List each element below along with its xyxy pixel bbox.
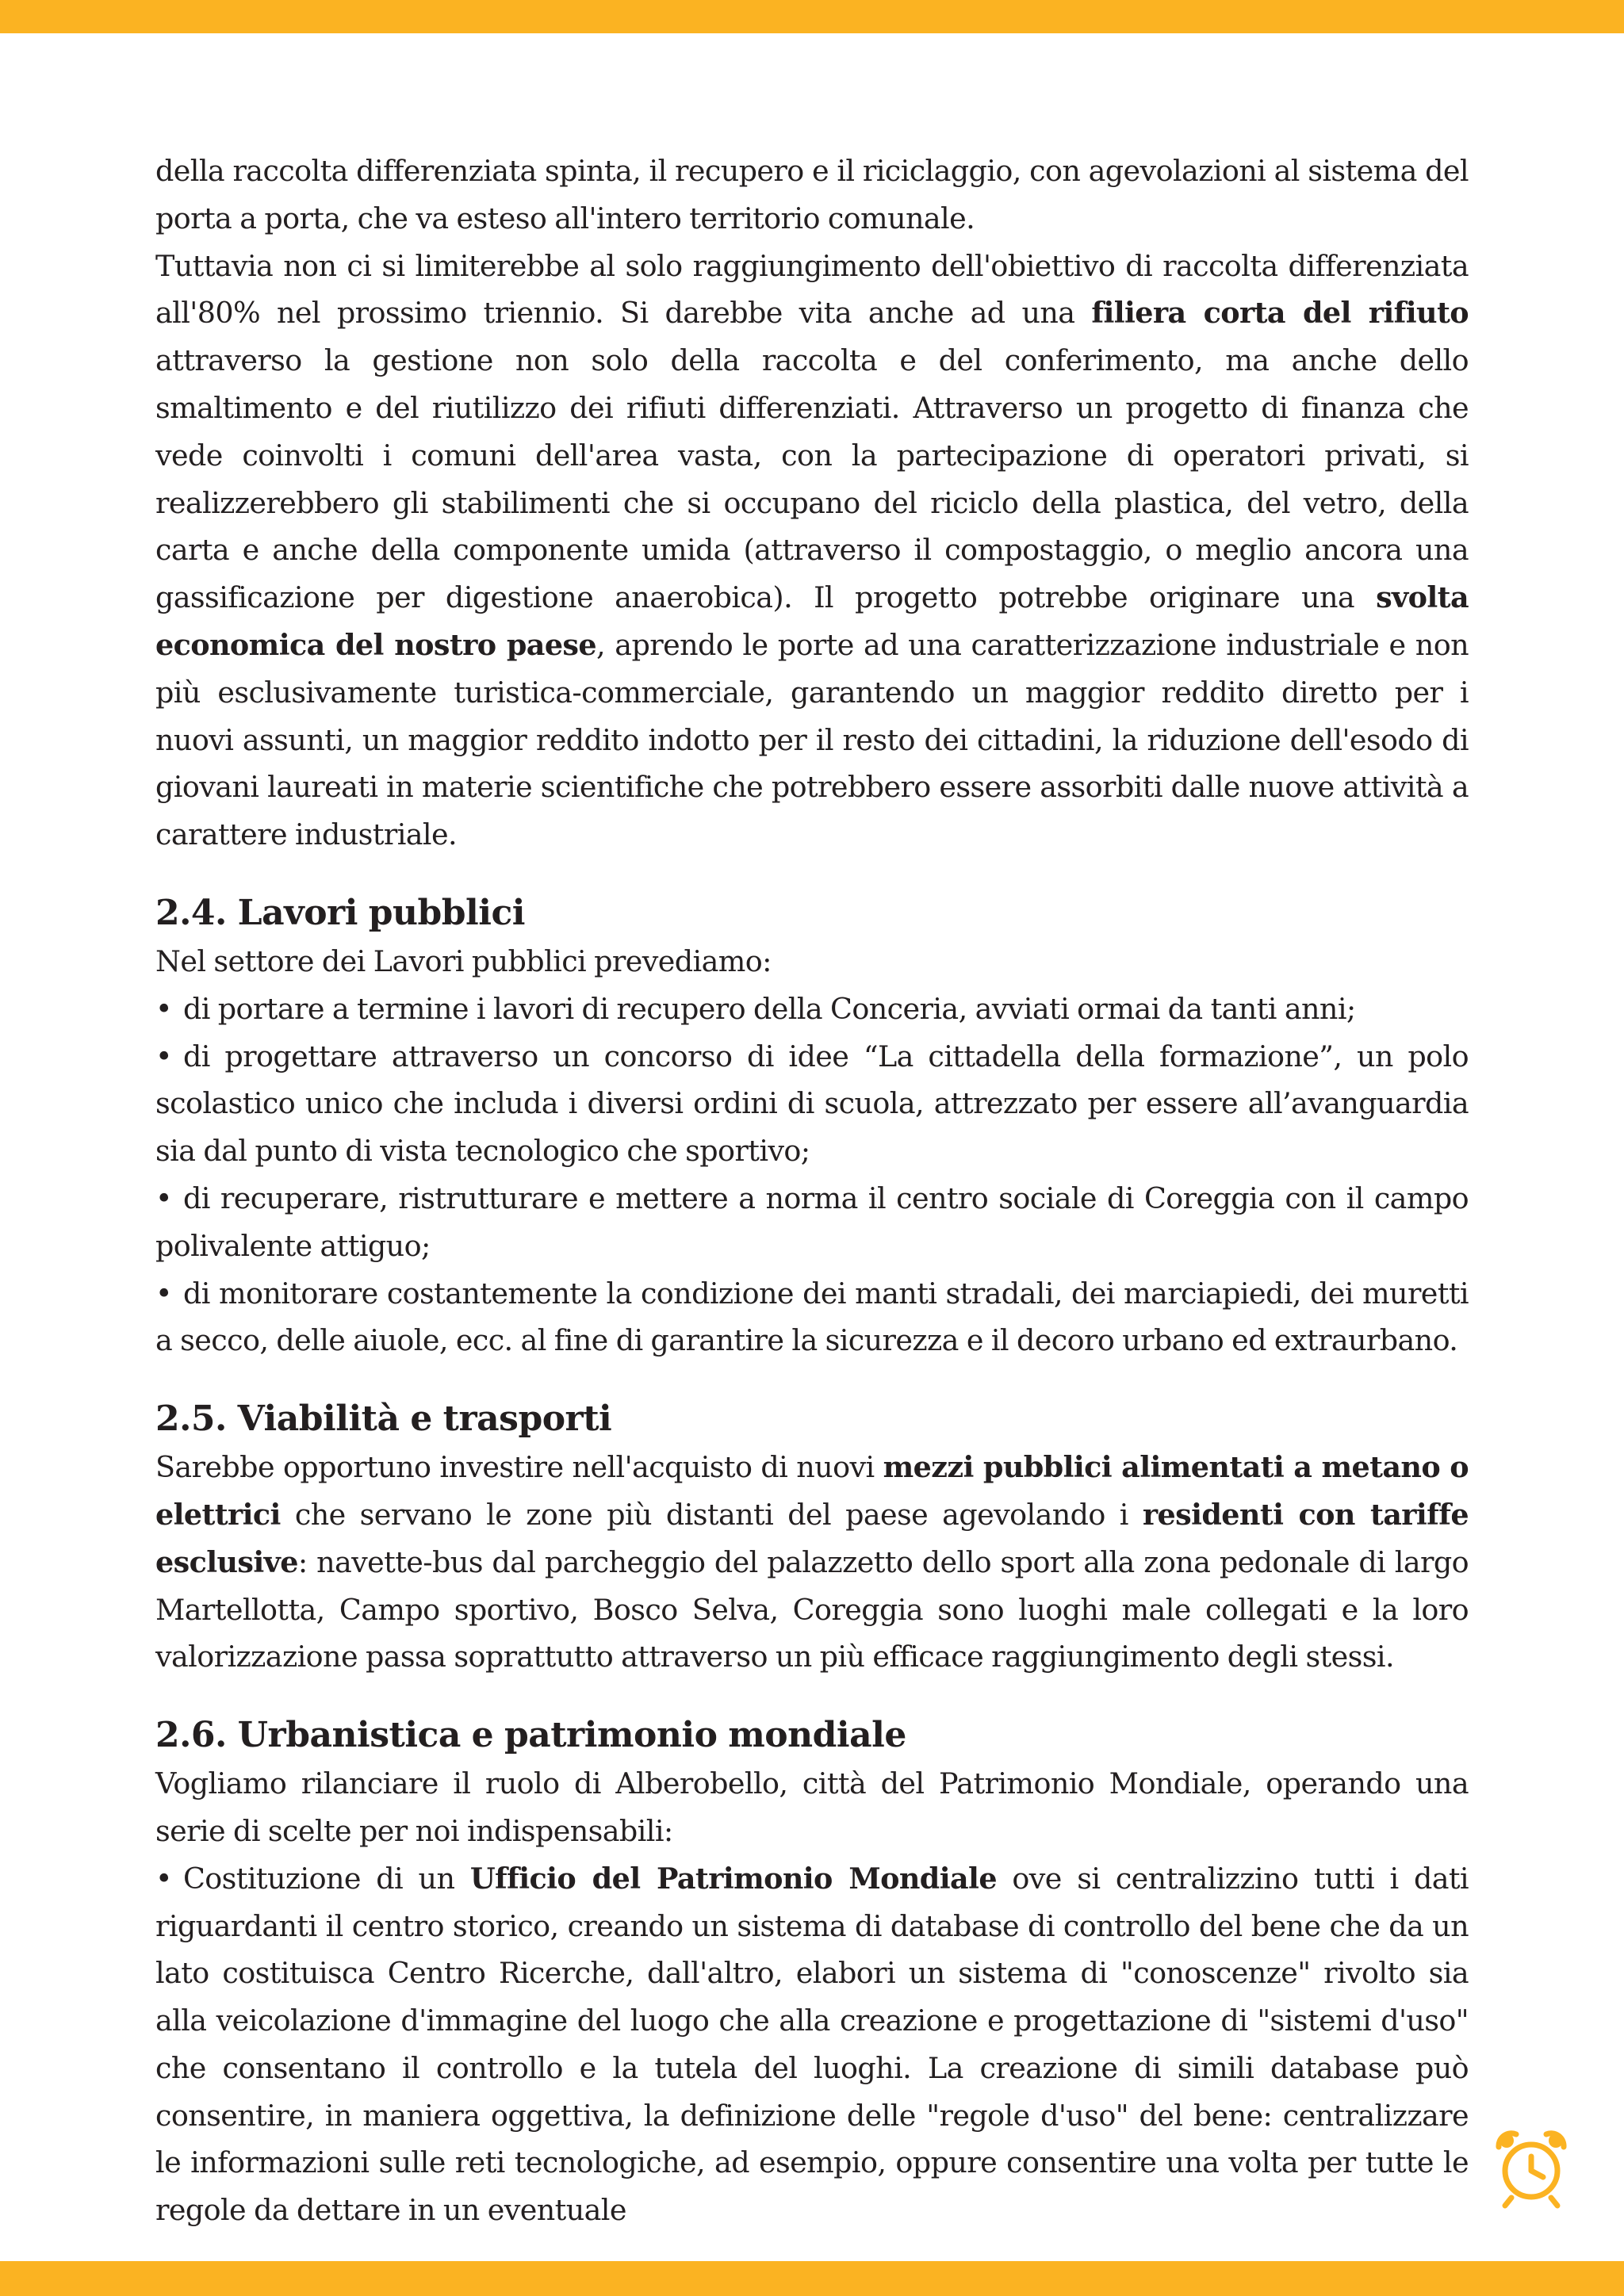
top-accent-bar — [0, 0, 1624, 33]
section-intro-urbanistica: Vogliamo rilanciare il ruolo di Alberobello, città del Patrimonio Mondiale, operando una serie di scelte per noi indispensabili: — [155, 1766, 1469, 1848]
list-item: • di recuperare, ristrutturare e mettere a norma il centro sociale di Coreggia con il campo polivalente attiguo; — [155, 1181, 1469, 1263]
page-content — [155, 147, 1469, 2234]
section-intro-lavori-pubblici: Nel settore dei Lavori pubblici prevediamo: — [155, 943, 772, 978]
section-heading-viabilita: 2.5. Viabilità e trasporti — [155, 1399, 612, 1440]
section-heading-lavori-pubblici: 2.4. Lavori pubblici — [155, 892, 525, 933]
emphasis-svolta: svolta economica del nostro paese — [155, 580, 1469, 662]
alarm-clock-icon — [1488, 2125, 1575, 2212]
list-item: • di portare a termine i lavori di recupero della Conceria, avviati ormai da tanti anni; — [155, 991, 1356, 1026]
emphasis-filiera: filiera corta del rifiuto — [1091, 296, 1469, 331]
list-item: • di monitorare costantemente la condizione dei manti stradali, dei marciapiedi, dei muretti a secco, delle aiuole, ecc. al fine di garantire la sicurezza e il decoro urbano ed extraurbano. — [155, 1276, 1469, 1358]
list-item: • di progettare attraverso un concorso di idee “La cittadella della formazione”, un polo scolastico unico che includa i diversi ordini di scuola, attrezzato per essere all’avanguardia sia dal punto di vista tecnologico che sportivo; — [155, 1039, 1469, 1169]
list-item: • Costituzione di un Ufficio del Patrimonio Mondiale ove si centralizzino tutti i dati riguardanti il centro storico, creando un sistema di database di controllo del bene che da un lato costituisca Centro Ricerche, dall'altro, elabori un sistema di "conoscenze" rivolto sia alla veicolazione d'immagine del luogo che alla creazione e progettazione di "sistemi d'uso" che consentano il controllo e la tutela del luoghi. La creazione di simili database può consentire, in maniera oggettiva, la definizione delle "regole d'uso" del bene: centralizzare le informazioni sulle reti tecnologiche, ad esempio, oppure consentire una volta per tutte le regole da dettare in un eventuale — [155, 1861, 1469, 2228]
section-paragraph-viabilita: Sarebbe opportuno investire nell'acquisto di nuovi mezzi pubblici alimentati a metano o elettrici che servano le zone più distanti del paese agevolando i residenti con tariffe esclusive: navette-bus dal parcheggio del palazzetto dello sport alla zona pedonale di largo Martellotta, Campo sportivo, Bosco Selva, Coreggia sono luoghi male collegati e la loro valorizzazione passa soprattutto attraverso un più efficace raggiungimento degli stessi. — [155, 1450, 1469, 1674]
section-heading-urbanistica: 2.6. Urbanistica e patrimonio mondiale — [155, 1715, 906, 1756]
intro-paragraph-2: Tuttavia non ci si limiterebbe al solo raggiungimento dell'obiettivo di raccolta differenziata all'80% nel prossimo triennio. Si darebbe vita anche ad una filiera corta del rifiuto attraverso la gestione non solo della raccolta e del conferimento, ma anche dello smaltimento e del riutilizzo dei rifiuti differenziati. Attraverso un progetto di finanza che vede coinvolti i comuni dell'area vasta, con la partecipazione di operatori privati, si realizzerebbero gli stabilimenti che si occupano del riciclo della plastica, del vetro, della carta e anche della componente umida (attraverso il compostaggio, o meglio ancora una gassificazione per digestione anaerobica). Il progetto potrebbe originare una svolta economica del nostro paese, aprendo le porte ad una caratterizzazione industriale e non più esclusivamente turistica-commerciale, garantendo un maggior reddito diretto per i nuovi assunti, un maggior reddito indotto per il resto dei cittadini, la riduzione dell'esodo di giovani laureati in materie scientifiche che potrebbero essere assorbiti dalle nuove attività a carattere industriale. — [155, 248, 1469, 852]
bottom-accent-bar — [0, 2261, 1624, 2296]
intro-paragraph-1: della raccolta differenziata spinta, il recupero e il riciclaggio, con agevolazioni al sistema del porta a porta, che va esteso all'intero territorio comunale. — [155, 154, 1469, 235]
emphasis-ufficio: Ufficio del Patrimonio Mondiale — [469, 1861, 997, 1896]
emphasis-mezzi-pubblici: mezzi pubblici alimentati a metano o elettrici — [155, 1450, 1469, 1532]
emphasis-residenti: residenti con tariffe esclusive — [155, 1497, 1469, 1579]
